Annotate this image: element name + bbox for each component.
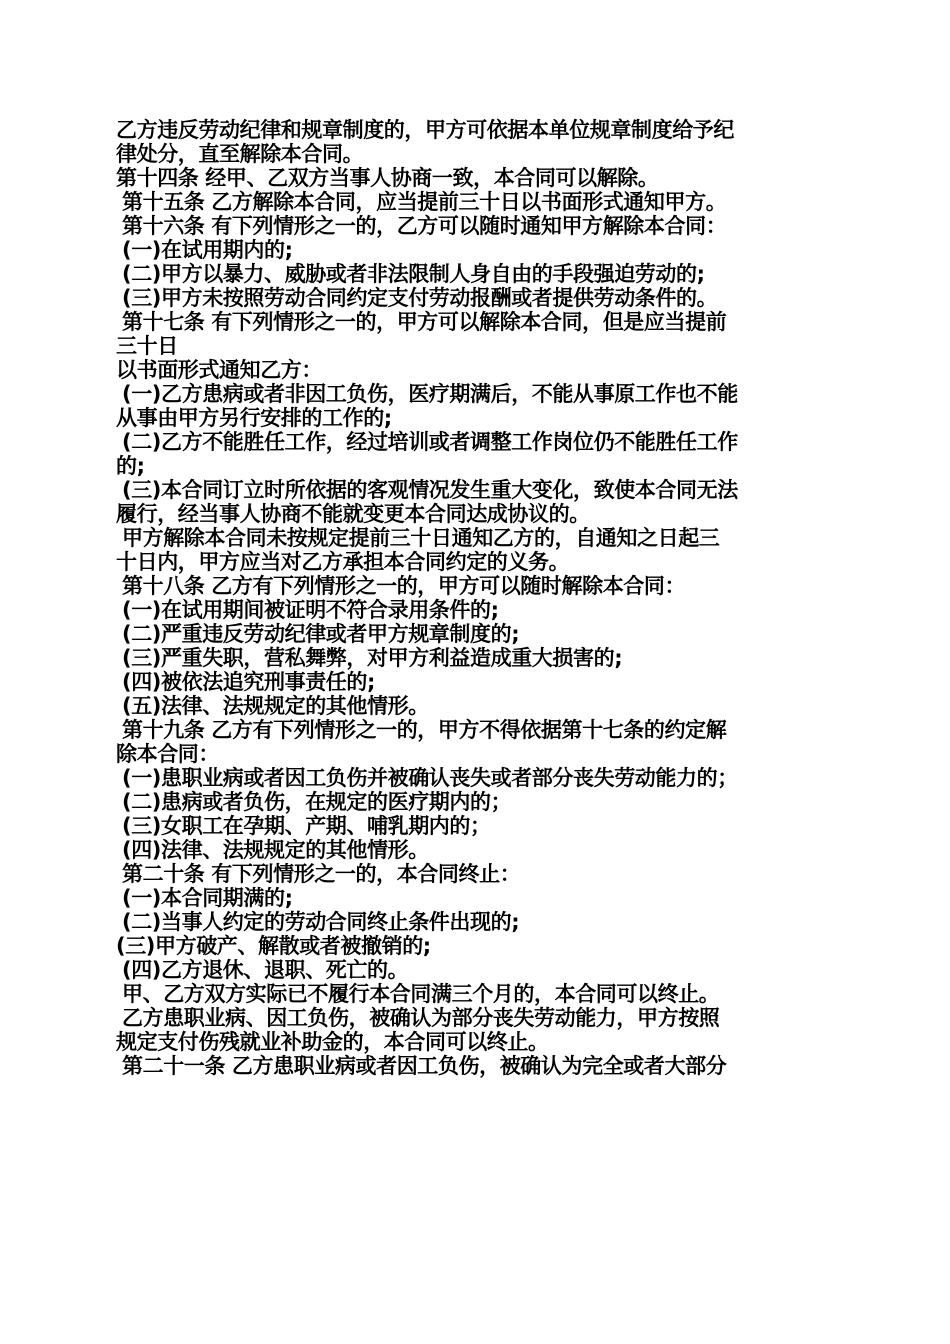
text-line: 第十五条 乙方解除本合同，应当提前三十日以书面形式通知甲方。 (122, 190, 727, 214)
text-line: (四)乙方退休、退职、死亡的。 (122, 958, 409, 982)
text-line: 乙方患职业病、因工负伤，被确认为部分丧失劳动能力，甲方按照 (122, 1006, 720, 1030)
text-line: (三)甲方破产、解散或者被撤销的; (116, 934, 431, 958)
text-line: (三)甲方未按照劳动合同约定支付劳动报酬或者提供劳动条件的。 (122, 286, 718, 310)
text-line: 第二十一条 乙方患职业病或者因工负伤，被确认为完全或者大部分 (122, 1054, 727, 1078)
text-line: (二)患病或者负伤，在规定的医疗期内的； (122, 790, 512, 814)
text-line: (二)甲方以暴力、威胁或者非法限制人身自由的手段强迫劳动的; (122, 262, 705, 286)
text-line: 从事由甲方另行安排的工作的; (116, 406, 392, 430)
text-line: (一)患职业病或者因工负伤并被确认丧失或者部分丧失劳动能力的； (122, 766, 738, 790)
text-line: (二)当事人约定的劳动合同终止条件出现的; (122, 910, 520, 934)
text-line: 十日内，甲方应当对乙方承担本合同约定的义务。 (116, 550, 570, 574)
text-line: (一)本合同期满的; (122, 886, 293, 910)
text-line: (三)女职工在孕期、产期、哺乳期内的； (122, 814, 491, 838)
text-line: 第十四条 经甲、乙双方当事人协商一致，本合同可以解除。 (116, 166, 659, 190)
text-line: 甲、乙方双方实际已不履行本合同满三个月的，本合同可以终止。 (122, 982, 720, 1006)
text-line: (一)在试用期内的; (122, 238, 293, 262)
text-line: 的; (116, 454, 145, 478)
text-line: 律处分，直至解除本合同。 (116, 142, 364, 166)
text-line: 第十六条 有下列情形之一的，乙方可以随时通知甲方解除本合同： (122, 214, 727, 238)
text-line: (一)乙方患病或者非因工负伤，医疗期满后，不能从事原工作也不能 (122, 382, 738, 406)
document-body (116, 118, 836, 1078)
text-line: 三十日 (116, 334, 178, 358)
text-line: (三)本合同订立时所依据的客观情况发生重大变化，致使本合同无法 (122, 478, 738, 502)
text-line: (五)法律、法规规定的其他情形。 (122, 694, 429, 718)
text-line: (一)在试用期间被证明不符合录用条件的; (122, 598, 499, 622)
text-line: (二)乙方不能胜任工作，经过培训或者调整工作岗位仍不能胜任工作 (122, 430, 738, 454)
text-line: 履行，经当事人协商不能就变更本合同达成协议的。 (116, 502, 590, 526)
text-line: 乙方违反劳动纪律和规章制度的，甲方可依据本单位规章制度给予纪 (116, 118, 734, 142)
text-line: 甲方解除本合同未按规定提前三十日通知乙方的，自通知之日起三 (122, 526, 720, 550)
text-line: 以书面形式通知乙方： (116, 358, 322, 382)
text-line: 第十九条 乙方有下列情形之一的，甲方不得依据第十七条的约定解 (122, 718, 727, 742)
text-line: (三)严重失职，营私舞弊，对甲方利益造成重大损害的; (122, 646, 623, 670)
text-line: 第十八条 乙方有下列情形之一的，甲方可以随时解除本合同： (122, 574, 686, 598)
text-line: (四)被依法追究刑事责任的; (122, 670, 375, 694)
text-line: (二)严重违反劳动纪律或者甲方规章制度的; (122, 622, 520, 646)
text-line: 除本合同： (116, 742, 219, 766)
text-line: 规定支付伤残就业补助金的，本合同可以终止。 (116, 1030, 549, 1054)
text-line: 第二十条 有下列情形之一的，本合同终止： (122, 862, 521, 886)
text-line: 第十七条 有下列情形之一的，甲方可以解除本合同，但是应当提前 (122, 310, 727, 334)
text-line: (四)法律、法规规定的其他情形。 (122, 838, 429, 862)
